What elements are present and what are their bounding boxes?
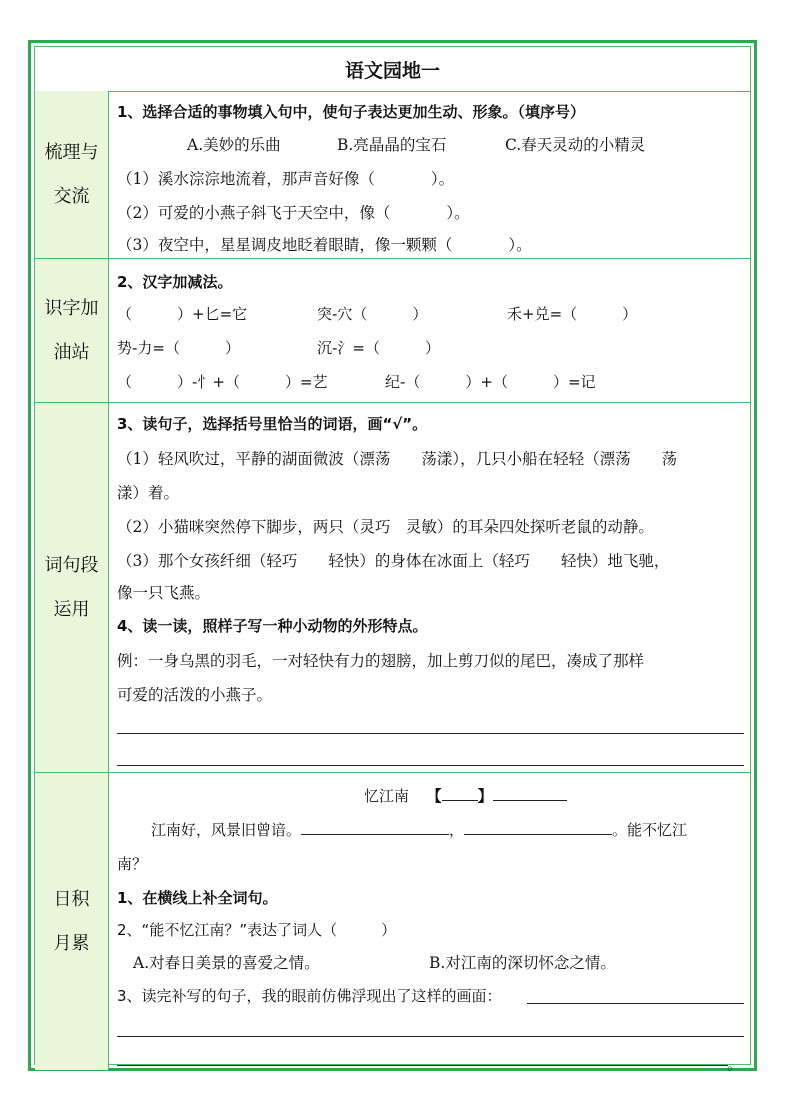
q1-option-b: B.亮晶晶的宝石: [337, 136, 447, 154]
q4-example-1: 例：一身乌黑的羽毛，一对轻快有力的翅膀，加上剪刀似的尾巴，凑成了那样: [117, 652, 645, 670]
section-content-4: [109, 773, 750, 1073]
s4-q2-option-b: B.对江南的深切怀念之情。: [429, 954, 616, 972]
poem-blank-2[interactable]: [464, 820, 612, 835]
q3-line-5: 像一只飞燕。: [117, 584, 211, 602]
q4-answer-line-1[interactable]: [117, 733, 744, 734]
s4-q1-prompt: 1、在横线上补全词句。: [117, 889, 278, 907]
poem-title: 忆江南: [364, 787, 410, 805]
q2-r1-c: 禾+兑=（ ）: [507, 305, 638, 323]
section-content-1: [109, 91, 750, 259]
section-label-1-line1: 梳理与: [44, 141, 99, 163]
section-label-2-line1: 识字加: [44, 297, 99, 319]
q2-r3-a: （ ）-忄+（ ）=艺: [117, 373, 328, 391]
section-label-3-line2: 运用: [53, 598, 90, 620]
s4-q3-answer-line-2[interactable]: [117, 1036, 744, 1037]
section-label-1-line2: 交流: [53, 185, 90, 207]
q3-line-1: （1）轻风吹过，平静的湖面微波（漂荡 荡漾），几只小船在轻轻（漂荡 荡: [117, 450, 678, 468]
poem-bracket-close: 】: [477, 787, 493, 805]
poem-blank-1[interactable]: [301, 820, 449, 835]
worksheet: [28, 40, 757, 1071]
q2-r2-a: 势-力=（ ）: [117, 339, 240, 357]
q4-prompt: 4、读一读，照样子写一种小动物的外形特点。: [117, 617, 428, 635]
section-content-3: [109, 403, 750, 773]
q1-item-2: （2）可爱的小燕子斜飞于天空中，像（ ）。: [117, 204, 470, 222]
q4-example-2: 可爱的活泼的小燕子。: [117, 686, 273, 704]
section-label-4: [35, 773, 109, 1070]
s4-q3-end-mark: 。: [726, 1055, 742, 1073]
q2-r3-b: 纪-（ ）+（ ）=记: [385, 373, 596, 391]
q3-line-2: 漾）着。: [117, 484, 180, 502]
q3-line-4: （3）那个女孩纤细（轻巧 轻快）的身体在冰面上（轻巧 轻快）地飞驰，: [117, 552, 670, 570]
section-label-2: [35, 259, 109, 403]
q4-answer-line-2[interactable]: [117, 765, 744, 766]
q2-r1-a: （ ）+匕=它: [117, 305, 248, 323]
q2-prompt: 2、汉字加减法。: [117, 273, 233, 291]
section-label-1: [35, 91, 109, 259]
poem-line-1: 江南好，风景旧曾谙。 ， 。能不忆江: [151, 821, 688, 839]
poem-dynasty-blank[interactable]: [442, 786, 478, 801]
q3-prompt: 3、读句子，选择括号里恰当的词语，画“√”。: [117, 415, 428, 433]
q1-prompt: 1、选择合适的事物填入句中，使句子表达更加生动、形象。（填序号）: [117, 103, 585, 121]
s4-q3-answer-line-1[interactable]: [527, 1003, 744, 1004]
q1-item-3: （3）夜空中，星星调皮地眨着眼睛，像一颗颗（ ）。: [117, 236, 532, 254]
poem-author-blank[interactable]: [493, 786, 567, 801]
worksheet-title: 语文园地一: [35, 47, 750, 92]
poem-line-2: 南？: [117, 855, 148, 873]
q1-item-1: （1）溪水淙淙地流着，那声音好像（ ）。: [117, 170, 455, 188]
section-label-4-line1: 日积: [53, 888, 90, 910]
s4-q3-answer-line-3[interactable]: [117, 1065, 728, 1066]
q2-r1-b: 突-穴（ ）: [317, 305, 428, 323]
poem-bracket-open: 【: [426, 787, 442, 805]
poem-title-line: [364, 785, 567, 806]
section-label-4-line2: 月累: [53, 932, 90, 954]
q3-line-3: （2）小猫咪突然停下脚步，两只（灵巧 灵敏）的耳朵四处探听老鼠的动静。: [117, 518, 654, 536]
q1-option-c: C.春天灵动的小精灵: [505, 136, 646, 154]
section-label-2-line2: 油站: [53, 341, 90, 363]
q1-option-a: A.美妙的乐曲: [187, 136, 281, 154]
section-label-3-line1: 词句段: [44, 554, 99, 576]
worksheet-table: [34, 46, 751, 1073]
section-content-2: [109, 259, 750, 403]
q2-r2-b: 沉-氵=（ ）: [317, 339, 440, 357]
s4-q2-option-a: A.对春日美景的喜爱之情。: [133, 954, 320, 972]
section-label-3: [35, 403, 109, 773]
s4-q2-prompt: 2、“能不忆江南？”表达了词人（ ）: [117, 921, 397, 939]
s4-q3-prompt: 3、读完补写的句子，我的眼前仿佛浮现出了这样的画面：: [117, 987, 502, 1005]
